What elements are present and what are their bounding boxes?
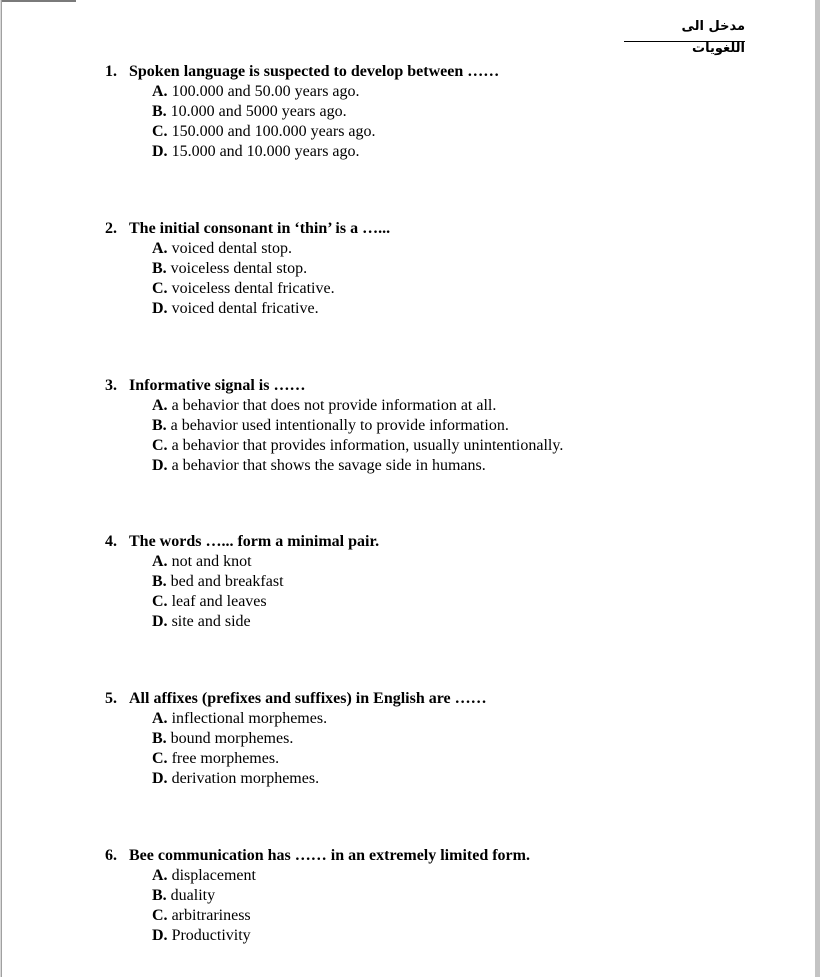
option-text: duality	[170, 887, 216, 904]
question-1	[105, 62, 499, 162]
option-text: a behavior that provides information, usually unintentionally.	[171, 437, 564, 454]
option-letter: A.	[152, 397, 168, 414]
option-b	[105, 572, 379, 592]
option-d	[105, 142, 499, 162]
option-letter: D.	[152, 927, 168, 944]
option-letter: A.	[152, 553, 168, 570]
option-letter: C.	[152, 123, 168, 140]
question-number: 3.	[105, 377, 117, 394]
option-letter: C.	[152, 907, 168, 924]
question-stem	[105, 219, 390, 239]
option-text: site and side	[171, 613, 251, 630]
option-text: bed and breakfast	[170, 573, 284, 590]
option-c	[105, 906, 530, 926]
option-letter: A.	[152, 710, 168, 727]
option-d	[105, 299, 390, 319]
option-text: arbitrariness	[171, 907, 251, 924]
question-5	[105, 689, 487, 789]
option-text: 150.000 and 100.000 years ago.	[171, 123, 376, 140]
option-letter: A.	[152, 867, 168, 884]
question-stem	[105, 62, 499, 82]
option-text: derivation morphemes.	[171, 770, 320, 787]
option-c	[105, 122, 499, 142]
option-text: voiceless dental stop.	[170, 260, 308, 277]
question-4	[105, 532, 379, 632]
question-3	[105, 376, 563, 476]
option-letter: C.	[152, 280, 168, 297]
question-number: 4.	[105, 533, 117, 550]
question-stem	[105, 532, 379, 552]
option-text: a behavior that does not provide information at all.	[171, 397, 497, 414]
option-b	[105, 729, 487, 749]
top-rule	[2, 0, 76, 2]
option-a	[105, 709, 487, 729]
option-text: 100.000 and 50.00 years ago.	[171, 83, 360, 100]
question-text: All affixes (prefixes and suffixes) in English are ……	[129, 690, 487, 707]
question-2	[105, 219, 390, 319]
option-text: inflectional morphemes.	[171, 710, 328, 727]
option-text: a behavior used intentionally to provide information.	[170, 417, 509, 434]
question-stem	[105, 846, 530, 866]
option-text: 15.000 and 10.000 years ago.	[171, 143, 360, 160]
option-text: not and knot	[171, 553, 252, 570]
option-d	[105, 456, 563, 476]
question-number: 2.	[105, 220, 117, 237]
option-letter: B.	[152, 260, 167, 277]
option-text: voiced dental stop.	[171, 240, 292, 257]
option-a	[105, 82, 499, 102]
option-letter: D.	[152, 770, 168, 787]
option-text: a behavior that shows the savage side in humans.	[171, 457, 486, 474]
option-a	[105, 396, 563, 416]
option-letter: B.	[152, 573, 167, 590]
option-a	[105, 552, 379, 572]
question-text: Spoken language is suspected to develop between ……	[129, 63, 500, 80]
option-c	[105, 749, 487, 769]
question-text: The initial consonant in ‘thin’ is a …...	[129, 220, 391, 237]
question-number: 6.	[105, 847, 117, 864]
option-letter: D.	[152, 457, 168, 474]
option-letter: C.	[152, 750, 168, 767]
question-number: 5.	[105, 690, 117, 707]
option-text: leaf and leaves	[171, 593, 267, 610]
option-a	[105, 866, 530, 886]
question-text: Informative signal is ……	[129, 377, 306, 394]
option-c	[105, 592, 379, 612]
question-stem	[105, 376, 563, 396]
option-letter: D.	[152, 143, 168, 160]
option-a	[105, 239, 390, 259]
option-text: displacement	[171, 867, 256, 884]
option-letter: B.	[152, 887, 167, 904]
header-title: مدخل الى اللغويات	[624, 16, 745, 42]
option-c	[105, 279, 390, 299]
page-shadow	[815, 0, 820, 977]
option-text: 10.000 and 5000 years ago.	[170, 103, 347, 120]
option-text: Productivity	[171, 927, 251, 944]
option-letter: B.	[152, 417, 167, 434]
document-page	[1, 0, 816, 977]
option-b	[105, 886, 530, 906]
question-stem	[105, 689, 487, 709]
question-text: Bee communication has …… in an extremely limited form.	[129, 847, 530, 864]
question-6	[105, 846, 530, 946]
option-text: free morphemes.	[171, 750, 280, 767]
option-text: voiceless dental fricative.	[171, 280, 335, 297]
option-letter: A.	[152, 240, 168, 257]
option-letter: B.	[152, 103, 167, 120]
question-number: 1.	[105, 63, 117, 80]
option-text: bound morphemes.	[170, 730, 294, 747]
option-b	[105, 416, 563, 436]
option-b	[105, 259, 390, 279]
option-letter: A.	[152, 83, 168, 100]
option-letter: C.	[152, 437, 168, 454]
option-letter: D.	[152, 613, 168, 630]
option-d	[105, 769, 487, 789]
option-letter: D.	[152, 300, 168, 317]
option-d	[105, 926, 530, 946]
option-text: voiced dental fricative.	[171, 300, 319, 317]
option-b	[105, 102, 499, 122]
option-letter: B.	[152, 730, 167, 747]
option-c	[105, 436, 563, 456]
option-d	[105, 612, 379, 632]
option-letter: C.	[152, 593, 168, 610]
question-text: The words …... form a minimal pair.	[129, 533, 380, 550]
